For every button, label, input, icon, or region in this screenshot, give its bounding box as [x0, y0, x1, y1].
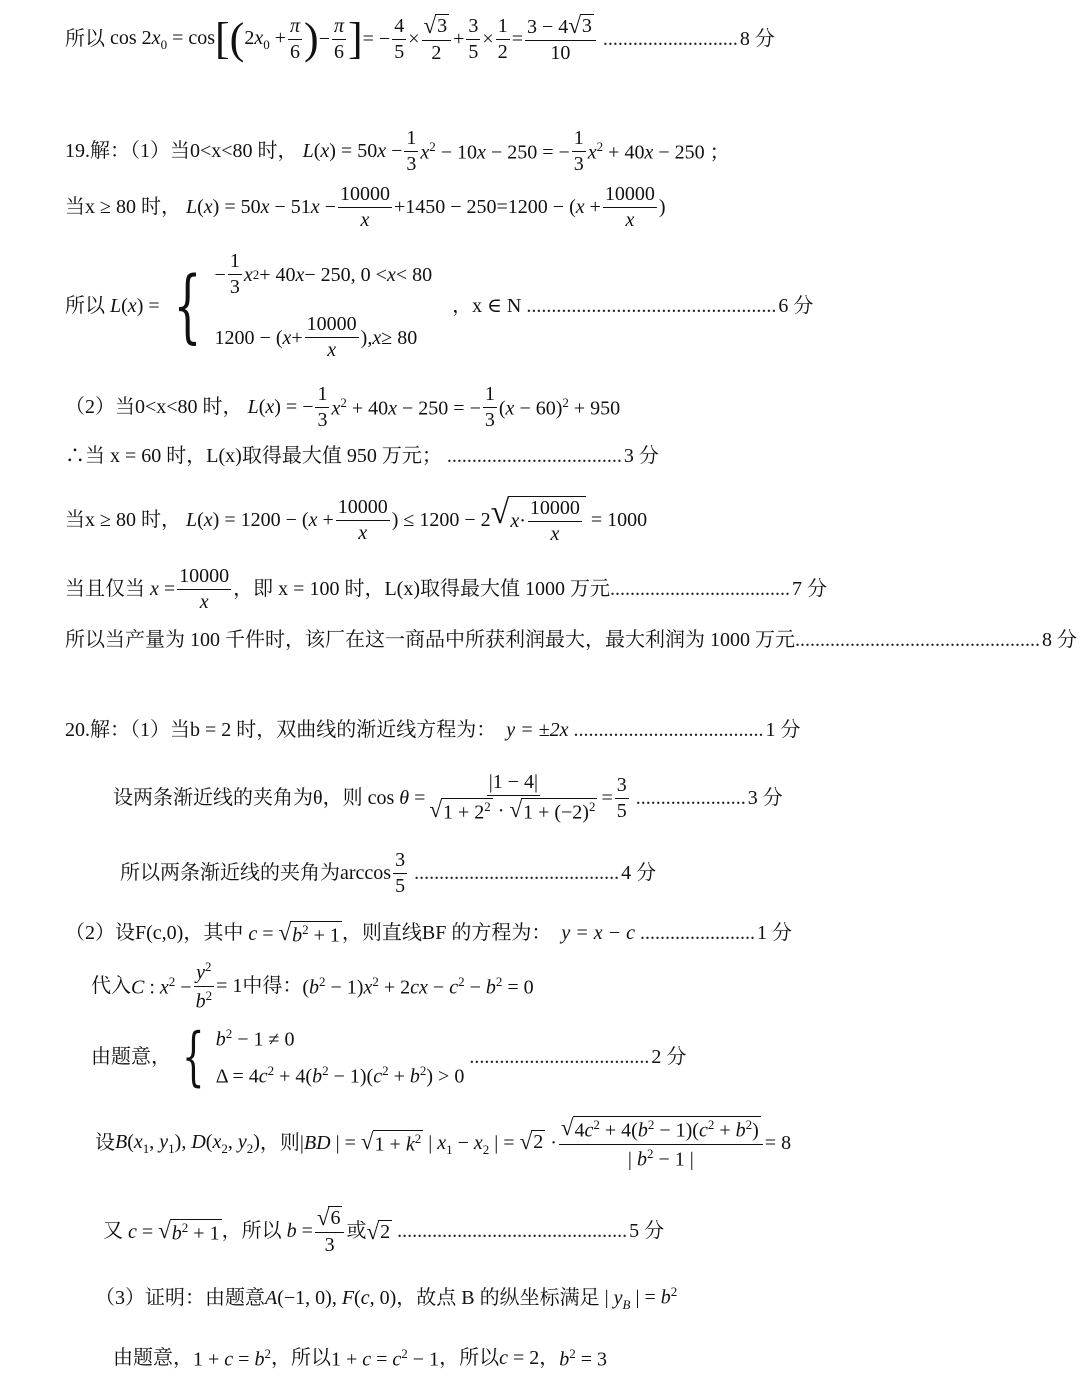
text-mid: 中得：	[242, 975, 303, 997]
text-prefix: 代入	[91, 975, 131, 997]
q20-p2-line-5: 又 c = √ $b^2 + 1$ ，所以 b = √ 6 3 或 √ 2 .............................................. 5 分	[103, 1205, 665, 1256]
score: 2 分	[651, 1046, 687, 1068]
asymptote-text: b = 2 时，双曲线的渐近线方程为：	[190, 719, 497, 741]
score: 8 分	[1042, 629, 1077, 651]
score: 6 分	[778, 295, 814, 317]
text-mid: ，故点 B 的纵坐标满足	[396, 1287, 600, 1309]
q20-line-3: 所以两条渐近线的夹角为 arccos $\frac{3}{5}$ ......................................... 4 分	[120, 848, 657, 897]
conclusion: 所以当产量为 100 千件时，该厂在这一商品中所获利润最大，最大利润为 1000 万元	[65, 629, 795, 651]
text-mid: ，	[539, 1347, 560, 1369]
q20-line-1: 20.解：（1）当 b = 2 时，双曲线的渐近线方程为： y = ±2x ...................................... 1 分	[65, 719, 801, 741]
q19-range: 0<x<80 时，	[190, 140, 298, 162]
condition: x ≥ 80 时，	[85, 196, 181, 218]
q20-p2-line-2: 代入 C : $x^2$ − $\frac{y^2}{b^2}$ = 1 中得： $(b^2 - 1)x^2 + 2cx - c^2 - b^2 = 0$	[91, 958, 534, 1013]
q20-p2-line-1: （2）设 F(c,0)，其中 c = √ $b^2 + 1$ ，则直线 BF 的方程为： y = x − c ....................... 1 分	[65, 919, 792, 947]
text-prefix: 由题意，	[113, 1347, 193, 1369]
q19-piecewise: 所以 L(x) = { − $\frac{1}{3}$ x 2 + 40 x − 250, 0 < x < 80 1200 − ( x + $\frac{10000}{x}$ ), x ≥ 80 ，x ∈ N .................................................. 6 分	[65, 250, 814, 361]
score: 8 分	[739, 28, 775, 50]
q19-p2-line-2: ∴当 x = 60 时，L(x)取得最大值 950 万元； ................................... 3 分	[65, 445, 659, 467]
text-prefix: 当	[65, 196, 85, 218]
q19-line-2: 当 x ≥ 80 时， L(x) = 50x − 51x − $\frac{10000}{x}$ +1450 − 250=1200 − (x + $\frac{10000}{x}$ )	[65, 182, 666, 231]
text-prefix: 设	[95, 1132, 115, 1154]
q20-p2-line-3: 由题意， { $b^2 - 1 \ne 0$ $\Delta = 4c^2 + 4(b^2 - 1)(c^2 + b^2) > 0$ .................................... 2 分	[91, 1020, 687, 1094]
text-prefix: 所以两条渐近线的夹角为	[120, 862, 340, 884]
score: 3 分	[747, 787, 783, 809]
text-prefix: （3）证明：由题意	[95, 1287, 265, 1309]
text-prefix: （2）当	[65, 396, 135, 418]
text-mid: ，所以	[439, 1347, 500, 1369]
q19-p2-line-3: 当 x ≥ 80 时， L(x) = 1200 − (x + $\frac{10000}{x}$ ) ≤ 1200 − 2 √ x · $\frac{10000}{x}$ = 1000	[65, 493, 648, 545]
text-prefix: 当且仅当	[65, 578, 145, 600]
text-prefix: （2）设	[65, 922, 135, 944]
text-mid: ，则	[259, 1132, 300, 1154]
q19-line-1: 19.解：（1）当 0<x<80 时， L(x) = 50x − $\frac{1}{3}$ $x^2 - 10x - 250$ = − $\frac{1}{3}$ $x^2 + 40x - 250$ ；	[65, 126, 730, 175]
q19-p2-line-4: 当且仅当 x = $\frac{10000}{x}$ ，即 x = 100 时，L(x)取得最大值 1000 万元 .................................... 7 分	[65, 564, 827, 613]
q19-p2-line-1: （2）当 0<x<80 时， L(x) = − $\frac{1}{3}$ $x^2 + 40x - 250$ = − $\frac{1}{3}$ $(x - 60)^2 + 950$	[65, 382, 621, 431]
score: 1 分	[757, 922, 792, 944]
line-bf-equation: y = x − c	[561, 922, 635, 944]
text-prefix: 又	[103, 1220, 123, 1242]
asymptote-equation: y = ±2x	[506, 719, 569, 741]
line-bf: BF 的方程为：	[421, 922, 552, 944]
text-prefix: 所以	[65, 295, 105, 317]
score: 4 分	[621, 862, 657, 884]
domain: ，x ∈ N	[452, 295, 522, 317]
text-prefix: 当	[65, 509, 85, 531]
q20-p3-line-2: 由题意， $1 + c = b^2$ ，所以 $1 + c = c^2 - 1$ ，所以 c = 2 ， $b^2 = 3$	[113, 1345, 608, 1371]
q20-label: 20.解：（1）当	[65, 719, 190, 741]
text-mid: ，所以	[221, 1220, 282, 1242]
condition: x ≥ 80 时，	[85, 509, 181, 531]
q20-line-2: 设两条渐近线的夹角为θ，则 cos θ = |1 − 4| √ $1 + 2^2$ · √ $1 + (-2)^2$ = $\frac{3}{5}$ ...................... 3 分	[113, 771, 783, 824]
score: 7 分	[792, 578, 827, 600]
max-1000: ，即 x = 100 时，L(x)取得最大值 1000 万元	[233, 578, 610, 600]
q19-label: 19.解：（1）当	[65, 140, 190, 162]
focus: F(c,0)，其中	[135, 922, 244, 944]
cos-2x0-line: 所以 $\cos 2x_0 = \cos$ [ ( $2x_0$ + $\frac{\pi}{6}$ ) − $\frac{\pi}{6}$ ] = − $\frac{4}{5}$ × √ 3 2 + $\frac{3}{5}$ × $\frac{1}{2}$ = 3 − 4 √ 3 10 ........................... 8 分	[65, 13, 775, 64]
range: 0<x<80 时，	[135, 396, 243, 418]
text-mid: ，所以	[270, 1347, 331, 1369]
text-prefix: 设两条渐近线的夹角为θ，则	[113, 787, 363, 809]
score: 3 分	[623, 445, 659, 467]
text-or: 或	[346, 1220, 367, 1242]
score: 5 分	[629, 1220, 665, 1242]
text-prefix: 所以	[65, 28, 105, 50]
q19-p2-line-5: 所以当产量为 100 千件时，该厂在这一商品中所获利润最大，最大利润为 1000 万元 ................................................. 8 分	[65, 629, 1077, 651]
max-950: ∴当 x = 60 时，L(x)取得最大值 950 万元；	[65, 445, 442, 467]
q20-p3-line-1: （3）证明：由题意 A(−1, 0), F(c, 0) ，故点 B 的纵坐标满足 | $y_B$ | = $b^2$	[95, 1284, 678, 1312]
text-prefix: 由题意，	[91, 1046, 171, 1068]
text-mid: ，则直线	[341, 922, 422, 944]
score: 1 分	[765, 719, 801, 741]
q20-p2-line-4: 设 $B(x_1$, $y_1$), $D(x_2$, $y_2$) ，则 |BD | = √ $1 + k^2$ | $x_1 - x_2$ | = √ 2 · √ $4c^2 + 4(b^2 - 1)(c^2 + b^2)$ | $b^2 - 1$ | = 8	[95, 1114, 792, 1171]
